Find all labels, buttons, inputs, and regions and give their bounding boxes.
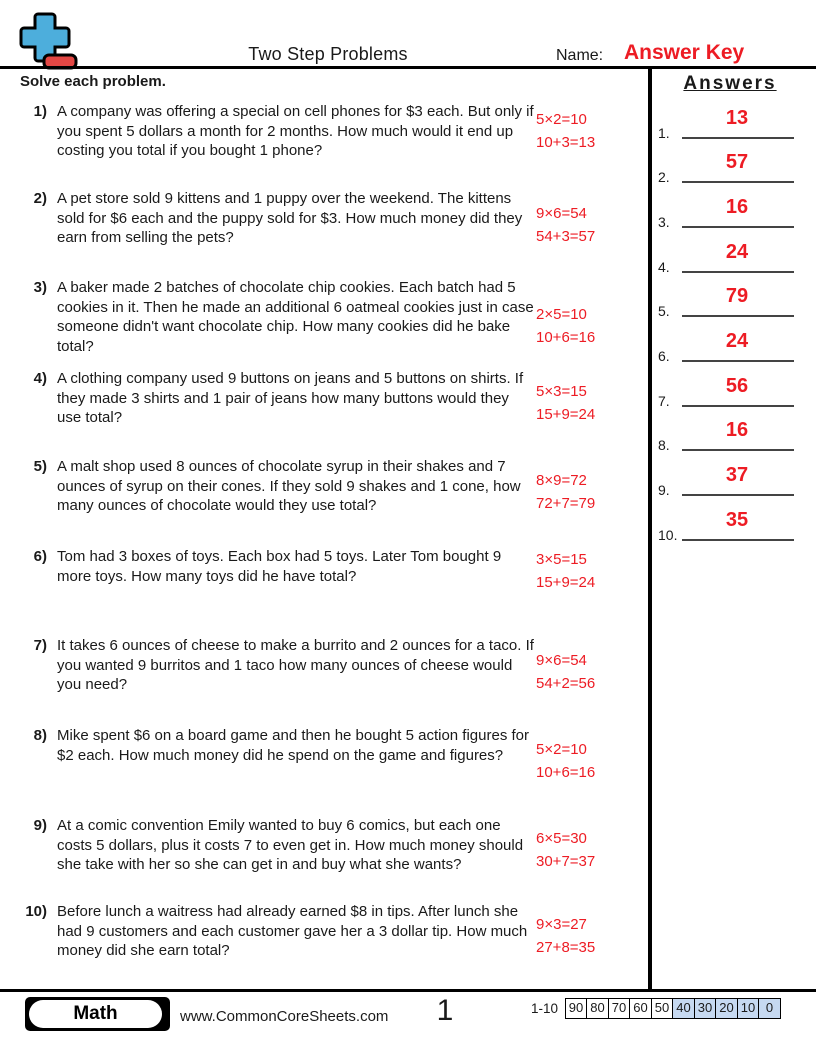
work-line-1: 2×5=10 [536,306,587,323]
answer-value: 37 [725,464,749,486]
answer-row-1 [652,103,804,139]
answer-line [682,405,794,407]
score-cell: 40 [672,998,695,1019]
score-table [566,998,781,1019]
score-cell: 30 [694,998,717,1019]
website-link[interactable]: www.CommonCoreSheets.com [180,1008,389,1025]
page-number: 1 [436,994,454,1027]
answer-number: 4. [658,259,670,275]
work-line-2: 10+3=13 [536,134,596,151]
problem-number: 8) [33,727,47,744]
problem-10 [17,902,609,961]
answer-row-8 [652,415,804,451]
problem-text: Before lunch a waitress had already earned $8 in tips. After lunch she had 9 customers and each customer gave her a 3 dollar tip. How much money did she earn total? [57,903,528,959]
work-line-1: 6×5=30 [536,830,587,847]
answer-value: 24 [725,241,749,263]
work-line-1: 5×3=15 [536,383,587,400]
answer-value: 56 [725,375,749,397]
answer-line [682,181,794,183]
score-cell: 60 [629,998,652,1019]
score-range-label: 1-10 [530,1001,558,1016]
name-label: Name: [556,47,604,64]
problem-number: 2) [33,190,47,207]
problem-5 [17,457,609,516]
score-cell: 90 [565,998,588,1019]
math-badge [25,997,170,1031]
problem-3 [17,278,609,356]
problem-number: 6) [33,548,47,565]
problem-9 [17,816,609,875]
work-line-2: 15+9=24 [536,406,596,423]
problem-1 [17,102,609,161]
score-cell: 70 [608,998,631,1019]
work-line-1: 9×3=27 [536,916,587,933]
work-line-2: 10+6=16 [536,329,596,346]
answer-value: 57 [725,151,749,173]
answer-row-5 [652,281,804,317]
work-line-1: 5×2=10 [536,741,587,758]
problem-work [536,303,631,349]
answer-line [682,539,794,541]
answer-value: 13 [725,107,749,129]
work-line-2: 27+8=35 [536,939,596,956]
problem-work [536,649,631,695]
problem-text: At a comic convention Emily wanted to buy 6 comics, but each one costs 5 dollars, plus it costs 7 to even get in. How much money should she take with her so she can get in and buy what she wants? [57,817,524,873]
problem-number: 9) [33,817,47,834]
work-line-1: 9×6=54 [536,652,587,669]
answer-number: 10. [658,527,678,543]
problem-work [536,913,631,959]
answer-line [682,494,794,496]
work-line-1: 3×5=15 [536,551,587,568]
problem-work [536,738,631,784]
problem-8 [17,726,609,781]
answers-title: Answers [683,73,777,94]
problem-text: A baker made 2 batches of chocolate chip cookies. Each batch had 5 cookies in it. Then he made an additional 6 oatmeal cookies just in case someone didn't want chocolate chip. How many cookies did he bake total? [57,279,534,355]
work-line-1: 5×2=10 [536,111,587,128]
problem-number: 7) [33,637,47,654]
answer-value: 35 [725,509,749,531]
math-badge-label: Math [29,1000,162,1028]
work-line-2: 10+6=16 [536,764,596,781]
problem-text: A clothing company used 9 buttons on jeans and 5 buttons on shirts. If they made 3 shirts and 1 pair of jeans how many buttons would they use total? [57,370,524,426]
work-line-2: 54+3=57 [536,228,596,245]
answer-line [682,449,794,451]
work-line-2: 15+9=24 [536,574,596,591]
problem-work [536,469,631,515]
problem-work [536,548,631,594]
problem-text: It takes 6 ounces of cheese to make a burrito and 2 ounces for a taco. If you wanted 9 burritos and 1 taco how many ounces of cheese would you need? [57,637,534,693]
answer-number: 9. [658,482,670,498]
problem-work [536,202,631,248]
work-line-2: 54+2=56 [536,675,596,692]
score-cell: 10 [737,998,760,1019]
plus-minus-logo-icon [14,11,78,71]
problem-number: 5) [33,458,47,475]
answer-number: 3. [658,214,670,230]
answer-number: 7. [658,393,670,409]
answer-value: 24 [725,330,749,352]
work-line-2: 72+7=79 [536,495,596,512]
problem-work [536,380,631,426]
answer-line [682,360,794,362]
problem-number: 4) [33,370,47,387]
answer-value: 16 [725,419,749,441]
answer-line [682,226,794,228]
page-title: Two Step Problems [248,44,408,64]
answer-row-7 [652,371,804,407]
answer-row-2 [652,147,804,183]
answer-line [682,137,794,139]
footer-rule [0,989,816,992]
score-cell: 50 [651,998,674,1019]
problem-work [536,108,631,154]
score-cell: 0 [758,998,781,1019]
answer-number: 6. [658,348,670,364]
work-line-2: 30+7=37 [536,853,596,870]
problem-number: 1) [33,103,47,120]
problem-6 [17,547,609,591]
answer-number: 1. [658,125,670,141]
problem-4 [17,369,609,428]
answer-number: 2. [658,169,670,185]
problem-work [536,827,631,873]
answer-number: 8. [658,437,670,453]
answer-row-3 [652,192,804,228]
problem-text: A malt shop used 8 ounces of chocolate syrup in their shakes and 7 ounces of syrup on their cones. If they sold 9 shakes and 1 cone, how many ounces of chocolate would they use total? [57,458,521,514]
header-rule [0,66,816,69]
answer-key-label: Answer Key [624,41,745,64]
answer-row-9 [652,460,804,496]
score-cell: 20 [715,998,738,1019]
answer-value: 16 [725,196,749,218]
answer-line [682,315,794,317]
work-line-1: 9×6=54 [536,205,587,222]
answer-number: 5. [658,303,670,319]
answer-line [682,271,794,273]
answer-row-4 [652,237,804,273]
instructions: Solve each problem. [20,73,166,90]
problem-number: 3) [33,279,47,296]
score-cell: 80 [586,998,609,1019]
problem-text: Mike spent $6 on a board game and then he bought 5 action figures for $2 each. How much money did he spend on the game and figures? [57,727,529,764]
problem-number: 10) [25,903,47,920]
problem-text: A company was offering a special on cell phones for $3 each. But only if you spent 5 dollars a month for 2 months. How much would it end up costing you total if you bought 1 phone? [57,103,534,159]
problem-text: Tom had 3 boxes of toys. Each box had 5 toys. Later Tom bought 9 more toys. How many toys did he have total? [57,548,502,585]
problem-2 [17,189,609,248]
answer-row-10 [652,505,804,541]
problem-7 [17,636,609,695]
problem-text: A pet store sold 9 kittens and 1 puppy over the weekend. The kittens sold for $6 each and the puppy sold for $3. How much money did they earn from selling the pets? [57,190,523,246]
answer-row-6 [652,326,804,362]
work-line-1: 8×9=72 [536,472,587,489]
answer-value: 79 [725,285,749,307]
